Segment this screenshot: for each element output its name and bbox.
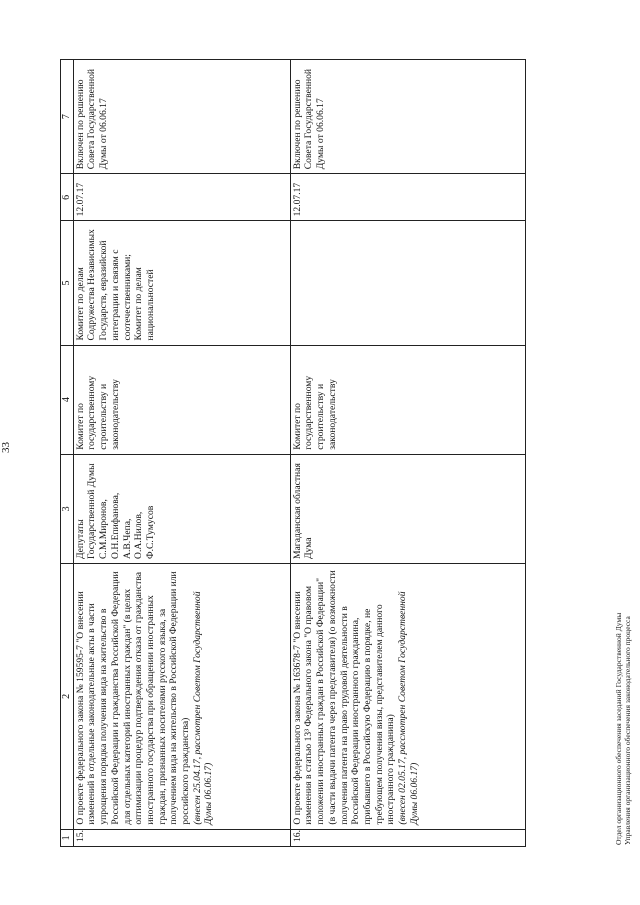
row-number: 15.	[73, 829, 290, 846]
bill-description	[290, 563, 525, 829]
footer-line: Отдел организационного обеспечения заседаний Государственной Думы	[614, 612, 623, 845]
column-header: 5	[61, 221, 74, 345]
bills-table	[60, 59, 526, 847]
bill-status: Включен по решению Совета Государственной Думы от 06.06.17	[290, 60, 525, 174]
table-row	[73, 60, 290, 847]
page-footer	[614, 613, 632, 845]
column-header: 3	[61, 454, 74, 563]
bill-description	[73, 563, 290, 829]
review-date: 12.07.17	[290, 174, 525, 221]
column-header: 7	[61, 60, 74, 174]
responsible-committee: Комитет по государственному строительству и законодательству	[73, 345, 290, 454]
bill-note: (внесен 02.05.17, рассмотрен Советом Государственной Думы 06.06.17)	[397, 591, 420, 825]
page-number: 33	[0, 442, 12, 453]
bill-title: О проекте федерального закона № 159595-7 "О внесении изменений в отдельные законодательные акты в части упрощения порядка получения вида на жительство в Российской Федерации и гражданства Российской Федерации для отдельных категорий иностранных граждан" (в целях оптимизации процедур подтверждения отказа от гражданства иностранного государства при обращении иностранных граждан, признанных носителями русского языка, за получением вида на жительство в Российской Федерации или российского гражданства)	[74, 571, 192, 825]
row-number: 16.	[290, 829, 525, 846]
footer-line: Управления организационного обеспечения законодательного процесса	[623, 616, 632, 845]
bill-status: Включен по решению Совета Государственной Думы от 06.06.17	[73, 60, 290, 174]
bill-note: (внесен 25.04.17, рассмотрен Советом Государственной Думы 06.06.17)	[191, 591, 215, 825]
co-committee	[290, 221, 525, 345]
column-header: 6	[61, 174, 74, 221]
column-header: 2	[61, 563, 74, 829]
co-committee: Комитет по делам Содружества Независимых Государств, евразийской интеграции и связям с соотечественниками; Комитет по делам национальностей	[73, 221, 290, 345]
bill-author: Магаданская областная Дума	[290, 454, 525, 563]
responsible-committee: Комитет по государственному строительству и законодательству	[290, 345, 525, 454]
bill-title: О проекте федерального закона № 163678-7 "О внесении изменения в статью 13³ Федерального закона "О правовом положении иностранных граждан в Российской Федерации" (в части выдачи патента через представителя) (о возможности получения патента на право трудовой деятельности в Российской Федерации иностранного гражданина, прибывшего в Российскую Федерацию в порядке, не требующем получения визы, представителем данного иностранного гражданина)	[291, 570, 397, 825]
column-header: 1	[61, 829, 74, 846]
table-row	[290, 60, 525, 847]
column-header: 4	[61, 345, 74, 454]
review-date: 12.07.17	[73, 174, 290, 221]
bill-author: Депутаты Государственной Думы С.М.Миронов, О.Н.Епифанова, А.В.Чепа, О.А.Нилов, Ф.С.Тумусов	[73, 454, 290, 563]
table-header-row	[61, 60, 74, 847]
